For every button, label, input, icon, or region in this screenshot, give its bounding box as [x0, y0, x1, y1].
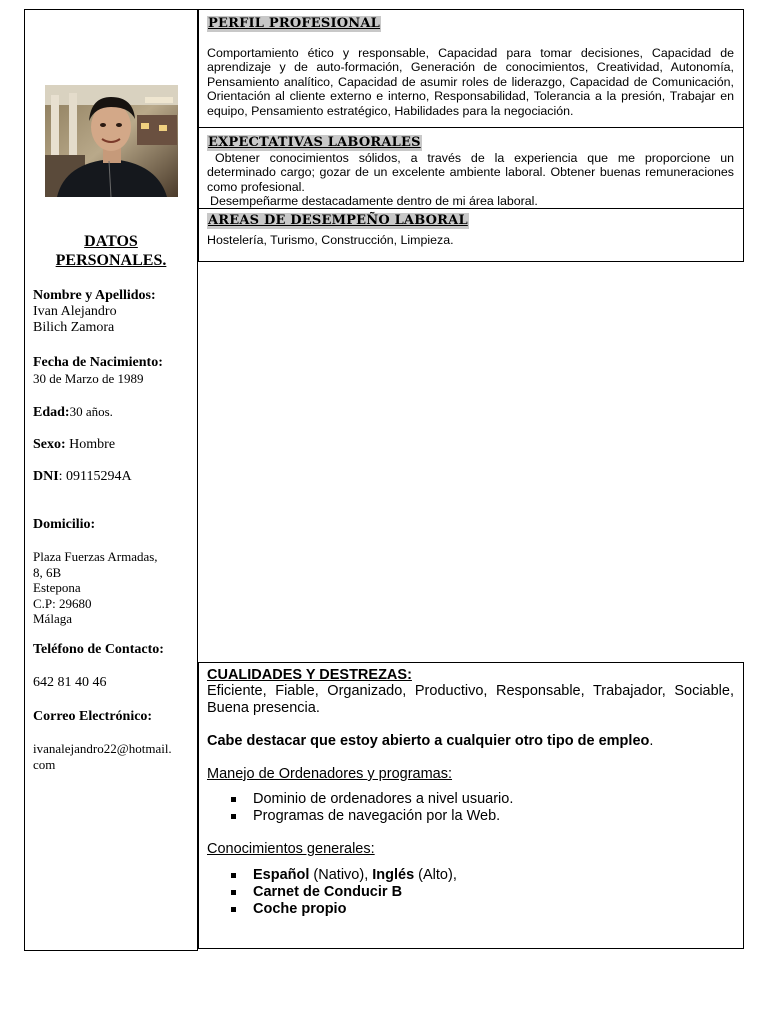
sex-field	[33, 437, 195, 453]
email-value-line-1: ivanalejandro22@hotmail.	[33, 741, 172, 756]
name-value-line-1: Ivan Alejandro	[33, 304, 117, 319]
dni-label: DNI	[33, 469, 59, 484]
sex-label: Sexo:	[33, 437, 66, 452]
birthdate-label: Fecha de Nacimiento:	[33, 355, 163, 370]
english-level: (Alto),	[414, 867, 457, 883]
personal-data-title	[25, 232, 197, 270]
profile-photo-image	[45, 85, 178, 197]
email-value-line-2: com	[33, 756, 56, 772]
dni-value: : 09115294A	[58, 469, 132, 484]
phone-label: Teléfono de Contacto:	[33, 642, 164, 657]
skills-title: CUALIDADES Y DESTREZAS:	[207, 667, 412, 683]
age-value: 30 años.	[69, 404, 113, 419]
email-value	[33, 741, 195, 772]
profile-photo	[45, 85, 178, 197]
list-item-languages	[253, 867, 734, 884]
computer-skills-heading: Manejo de Ordenadores y programas:	[207, 766, 453, 782]
birthdate-field	[33, 355, 195, 387]
address-line: Málaga	[33, 611, 72, 626]
job-expectations-title: EXPECTATIVAS LABORALES	[208, 135, 421, 150]
job-expectations-text-2: Desempeñarme destacadamente dentro de mi área laboral.	[210, 194, 538, 209]
birthdate-value: 30 de Marzo de 1989	[33, 371, 144, 386]
job-expectations-section	[198, 127, 744, 209]
dni-field	[33, 469, 195, 485]
professional-profile-section	[198, 9, 744, 128]
list-item: Coche propio	[253, 901, 734, 918]
sex-value: Hombre	[65, 437, 116, 452]
spanish-label: Español	[253, 867, 310, 883]
general-knowledge-heading: Conocimientos generales:	[207, 841, 375, 857]
address-value	[33, 549, 195, 627]
name-field	[33, 288, 195, 336]
professional-profile-title: PERFIL PROFESIONAL	[208, 16, 381, 31]
open-to-jobs-text: Cabe destacar que estoy abierto a cualquier otro tipo de empleo	[207, 733, 650, 749]
personal-data-column	[24, 9, 198, 951]
professional-profile-text: Comportamiento ético y responsable, Capacidad para tomar decisiones, Capacidad de aprendizaje y de auto-formación, Generación de conocimientos, Creatividad, Autonomía, Pensamiento analítico, Capacidad de asumir roles de liderazgo, Capacidad de Comunicación, Orientación al cliente externo e interno, Responsabilidad, Tolerancia a la presión, Trabajar en equipo, Pensamiento estratégico, Habilidades para la negociación.	[207, 46, 734, 118]
general-knowledge-list	[207, 867, 734, 918]
personal-data-title-line-2: PERSONALES.	[55, 252, 167, 269]
work-areas-section	[198, 208, 744, 262]
phone-value: 642 81 40 46	[33, 675, 107, 690]
email-label-field	[33, 709, 195, 725]
address-line: 8, 6B	[33, 564, 62, 580]
name-label: Nombre y Apellidos:	[33, 288, 156, 303]
address-line: Estepona	[33, 580, 81, 595]
age-field	[33, 404, 195, 421]
job-expectations-text: Obtener conocimientos sólidos, a través de la experiencia que me proporcione un determinado cargo; gozar de un excelente ambiente laboral. Obtener buenas remuneraciones como profesional.	[207, 151, 734, 194]
name-value-line-2: Bilich Zamora	[33, 320, 115, 335]
open-to-jobs-note: Cabe destacar que estoy abierto a cualquier otro tipo de empleo.	[207, 733, 654, 749]
age-label: Edad:	[33, 405, 70, 420]
spanish-level: (Nativo),	[309, 867, 373, 883]
english-label: Inglés	[372, 867, 415, 883]
personal-data-title-line-1: DATOS	[84, 233, 138, 250]
address-line: Plaza Fuerzas Armadas,	[33, 549, 158, 564]
phone-label-field	[33, 642, 195, 658]
list-item: Carnet de Conducir B	[253, 884, 734, 901]
computer-skills-list	[207, 791, 734, 825]
list-item: Dominio de ordenadores a nivel usuario.	[253, 791, 734, 808]
skills-section	[198, 662, 744, 949]
work-areas-text: Hostelería, Turismo, Construcción, Limpieza.	[207, 233, 454, 247]
address-line: C.P: 29680	[33, 595, 92, 611]
email-label: Correo Electrónico:	[33, 709, 153, 724]
address-label-field	[33, 517, 195, 533]
skills-text: Eficiente, Fiable, Organizado, Productivo, Responsable, Trabajador, Sociable, Buena presencia.	[207, 683, 734, 716]
list-item: Programas de navegación por la Web.	[253, 808, 734, 825]
address-label: Domicilio:	[33, 517, 96, 532]
work-areas-title: AREAS DE DESEMPEÑO LABORAL	[208, 213, 468, 228]
